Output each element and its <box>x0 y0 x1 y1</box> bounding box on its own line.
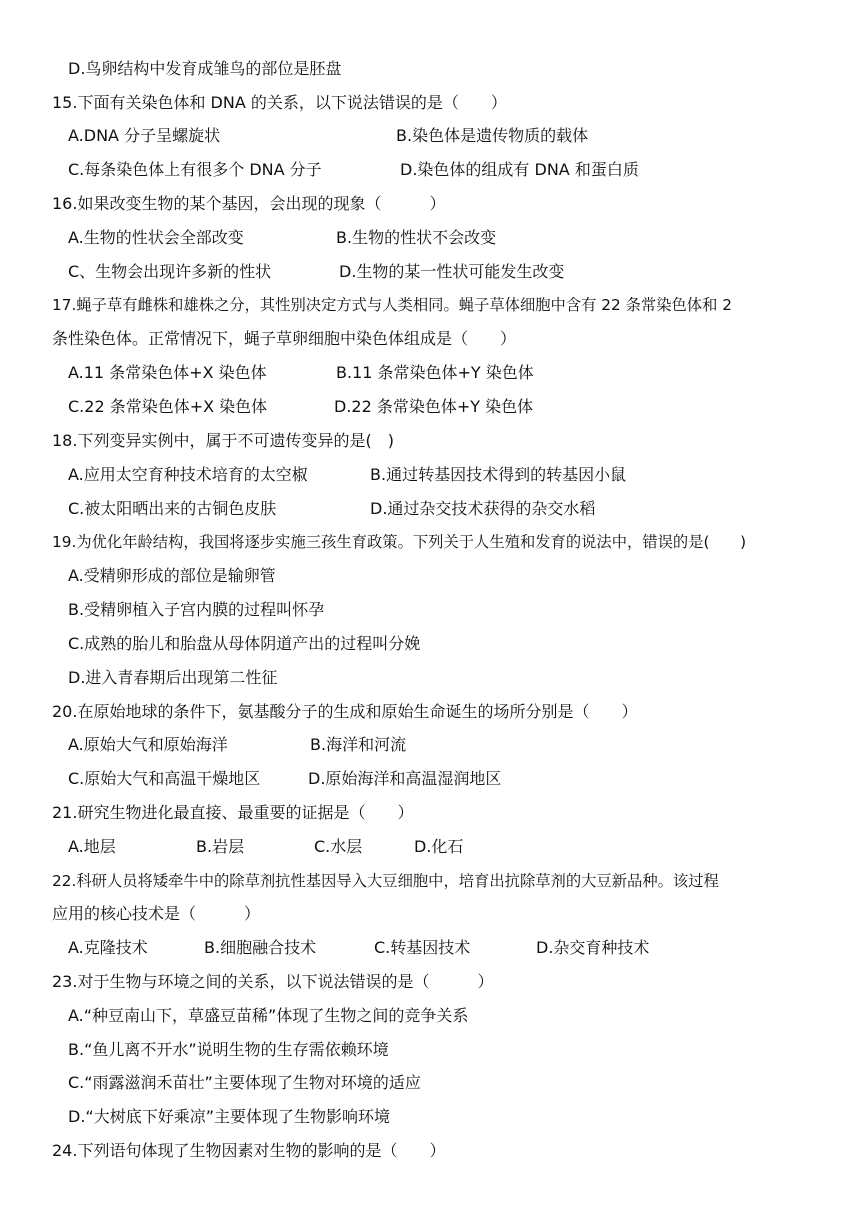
q17-option-a: A.11 条常染色体+X 染色体 <box>68 363 267 382</box>
q15-option-d: D.染色体的组成有 DNA 和蛋白质 <box>400 160 639 179</box>
q23-stem: 23.对于生物与环境之间的关系，以下说法错误的是（ ） <box>52 972 494 991</box>
q15-option-c: C.每条染色体上有很多个 DNA 分子 <box>68 160 322 179</box>
q17-option-d: D.22 条常染色体+Y 染色体 <box>334 397 534 416</box>
q18-option-d: D.通过杂交技术获得的杂交水稻 <box>370 499 596 518</box>
q16-option-c: C、生物会出现许多新的性状 <box>68 262 272 281</box>
q19-stem: 19.为优化年龄结构，我国将逐步实施三孩生育政策。下列关于人生殖和发育的说法中，错误的是( ) <box>52 533 747 551</box>
q22-option-d: D.杂交育种技术 <box>536 938 650 957</box>
q15-option-a: A.DNA 分子呈螺旋状 <box>68 126 221 145</box>
q20-stem: 20.在原始地球的条件下，氨基酸分子的生成和原始生命诞生的场所分别是（ ） <box>52 702 638 721</box>
q18-option-a: A.应用太空育种技术培育的太空椒 <box>68 465 308 484</box>
q16-stem: 16.如果改变生物的某个基因，会出现的现象（ ） <box>52 194 446 213</box>
q22-option-a: A.克隆技术 <box>68 938 148 957</box>
q19-option-b: B.受精卵植入子宫内膜的过程叫怀孕 <box>68 600 325 619</box>
q18-option-c: C.被太阳晒出来的古铜色皮肤 <box>68 499 277 518</box>
q15-option-b: B.染色体是遗传物质的载体 <box>396 126 589 145</box>
q22-stem-line2: 应用的核心技术是（ ） <box>52 904 261 923</box>
q20-option-a: A.原始大气和原始海洋 <box>68 735 228 754</box>
q22-option-c: C.转基因技术 <box>374 938 471 957</box>
q21-option-a: A.地层 <box>68 837 116 856</box>
q18-stem: 18.下列变异实例中，属于不可遗传变异的是( ) <box>52 431 394 450</box>
q20-option-d: D.原始海洋和高温湿润地区 <box>308 769 502 788</box>
q23-option-b: B.“鱼儿离不开水”说明生物的生存需依赖环境 <box>68 1040 389 1059</box>
q17-stem-line2: 条性染色体。正常情况下，蝇子草卵细胞中染色体组成是（ ） <box>52 329 517 348</box>
q22-option-b: B.细胞融合技术 <box>204 938 317 957</box>
q18-option-b: B.通过转基因技术得到的转基因小鼠 <box>370 465 627 484</box>
q16-option-d: D.生物的某一性状可能发生改变 <box>339 262 565 281</box>
q17-option-c: C.22 条常染色体+X 染色体 <box>68 397 268 416</box>
q16-option-a: A.生物的性状会全部改变 <box>68 228 244 247</box>
q15-stem: 15.下面有关染色体和 DNA 的关系，以下说法错误的是（ ） <box>52 93 507 112</box>
q19-option-c: C.成熟的胎儿和胎盘从母体阴道产出的过程叫分娩 <box>68 634 421 653</box>
q21-option-c: C.水层 <box>314 837 363 856</box>
q16-option-b: B.生物的性状不会改变 <box>336 228 497 247</box>
q20-option-b: B.海洋和河流 <box>310 735 407 754</box>
q23-option-d: D.“大树底下好乘凉”主要体现了生物影响环境 <box>68 1107 390 1126</box>
q23-option-a: A.“种豆南山下，草盛豆苗稀”体现了生物之间的竞争关系 <box>68 1006 469 1025</box>
q14-option-d: D.鸟卵结构中发育成雏鸟的部位是胚盘 <box>68 59 342 78</box>
q24-stem: 24.下列语句体现了生物因素对生物的影响的是（ ） <box>52 1141 446 1160</box>
q17-stem-line1: 17.蝇子草有雌株和雄株之分，其性别决定方式与人类相同。蝇子草体细胞中含有 22 条常染色体和 2 <box>52 296 732 314</box>
q19-option-a: A.受精卵形成的部位是输卵管 <box>68 566 276 585</box>
q21-option-b: B.岩层 <box>196 837 245 856</box>
q21-stem: 21.研究生物进化最直接、最重要的证据是（ ） <box>52 803 414 822</box>
q17-option-b: B.11 条常染色体+Y 染色体 <box>336 363 534 382</box>
q22-stem-line1: 22.科研人员将矮牵牛中的除草剂抗性基因导入大豆细胞中，培育出抗除草剂的大豆新品种。该过程 <box>52 872 719 890</box>
q21-option-d: D.化石 <box>414 837 464 856</box>
q23-option-c: C.“雨露滋润禾苗壮”主要体现了生物对环境的适应 <box>68 1073 421 1092</box>
q19-option-d: D.进入青春期后出现第二性征 <box>68 668 278 687</box>
q20-option-c: C.原始大气和高温干燥地区 <box>68 769 261 788</box>
